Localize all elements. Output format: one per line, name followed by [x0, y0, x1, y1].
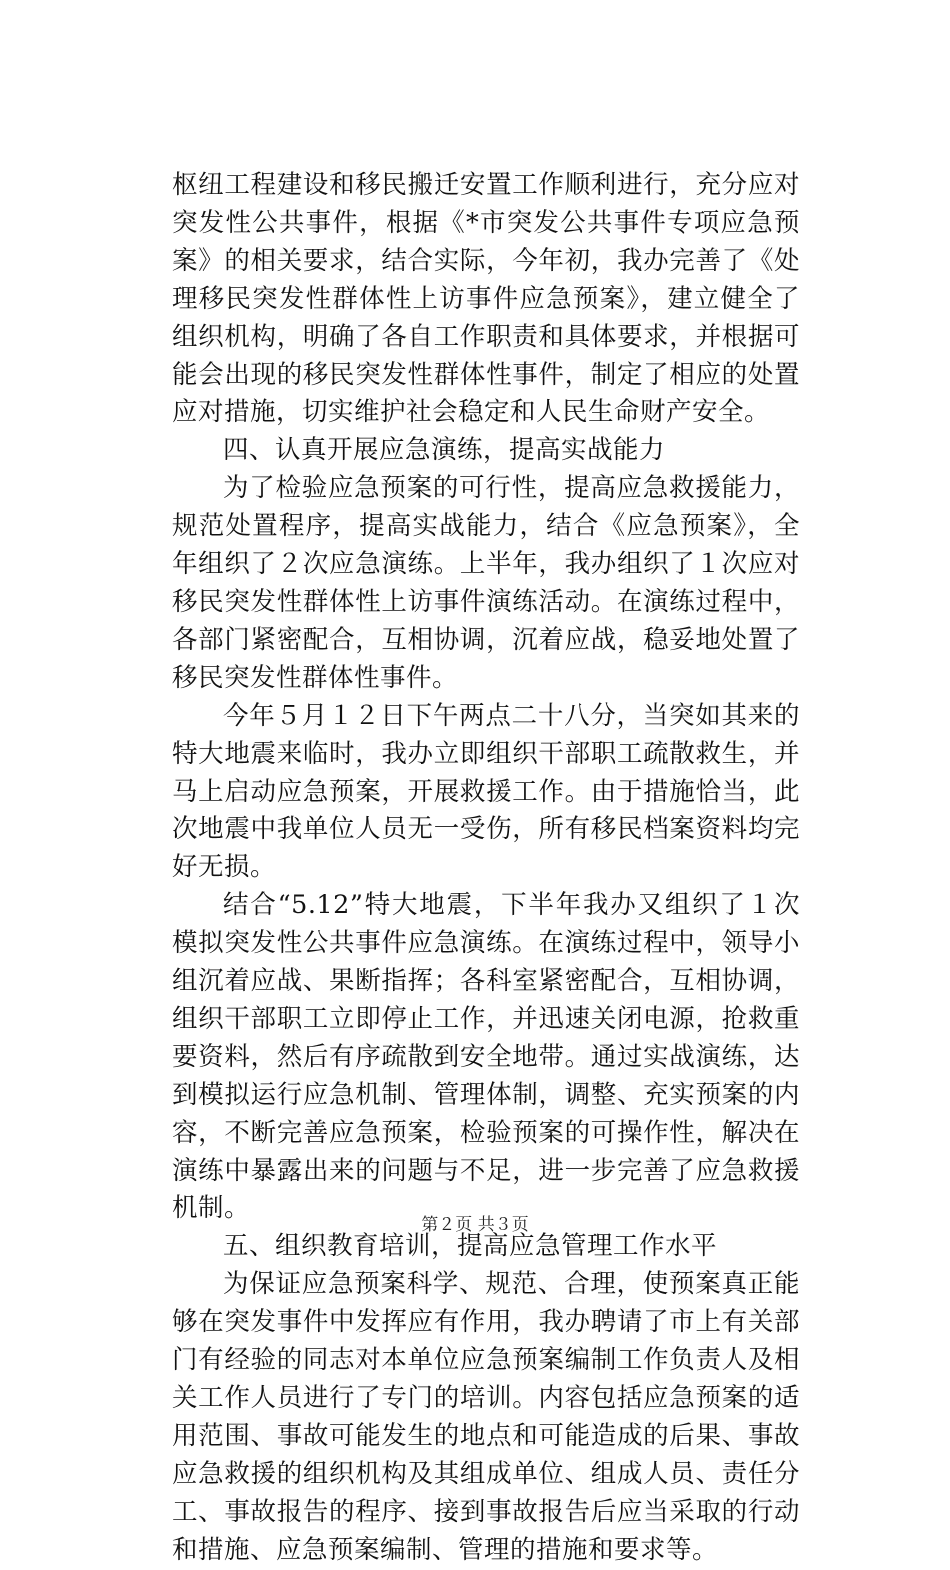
paragraph-training: 为保证应急预案科学、规范、合理，使预案真正能够在突发事件中发挥应有作用，我办聘请了市上有关部门有经验的同志对本单位应急预案编制工作负责人及相关工作人员进行了专门的培训。内容包括应急预案的适用范围、事故可能发生的地点和可能造成的后果、事故应急救援的组织机构及其组成单位、组成人员、责任分工、事故报告的程序、接到事故报告后应当采取的行动和措施、应急预案编制、管理的措施和要求等。	[172, 1269, 800, 1565]
page-number-footer: 第２页 共３页	[421, 1215, 529, 1235]
section-heading-five: 五、组织教育培训，提高应急管理工作水平	[223, 1231, 718, 1262]
paragraph-drill-plan: 为了检验应急预案的可行性，提高应急救援能力，规范处置程序，提高实战能力，结合《应急预案》，全年组织了２次应急演练。上半年，我办组织了１次应对移民突发性群体性上访事件演练活动。在演练过程中，各部门紧密配合，互相协调，沉着应战，稳妥地处置了移民突发性群体性事件。	[172, 473, 800, 693]
document-body	[172, 167, 800, 1570]
paragraph-continuation: 枢纽工程建设和移民搬迁安置工作顺利进行，充分应对突发性公共事件，根据《*市突发公共事件专项应急预案》的相关要求，结合实际，今年初，我办完善了《处理移民突发性群体性上访事件应急预案》，建立健全了组织机构，明确了各自工作职责和具体要求，并根据可能会出现的移民突发性群体性事件，制定了相应的处置应对措施，切实维护社会稳定和人民生命财产安全。	[172, 170, 800, 428]
section-heading-four: 四、认真开展应急演练，提高实战能力	[223, 435, 666, 466]
paragraph-second-drill: 结合“5.12”特大地震，下半年我办又组织了１次模拟突发性公共事件应急演练。在演练过程中，领导小组沉着应战、果断指挥；各科室紧密配合，互相协调，组织干部职工立即停止工作，并迅速关闭电源，抢救重要资料，然后有序疏散到安全地带。通过实战演练，达到模拟运行应急机制、管理体制，调整、充实预案的内容，不断完善应急预案，检验预案的可操作性，解决在演练中暴露出来的问题与不足，进一步完善了应急救援机制。	[172, 890, 800, 1224]
paragraph-earthquake-response: 今年５月１２日下午两点二十八分，当突如其来的特大地震来临时，我办立即组织干部职工疏散救生，并马上启动应急预案，开展救援工作。由于措施恰当，此次地震中我单位人员无一受伤，所有移民档案资料均完好无损。	[172, 700, 800, 883]
